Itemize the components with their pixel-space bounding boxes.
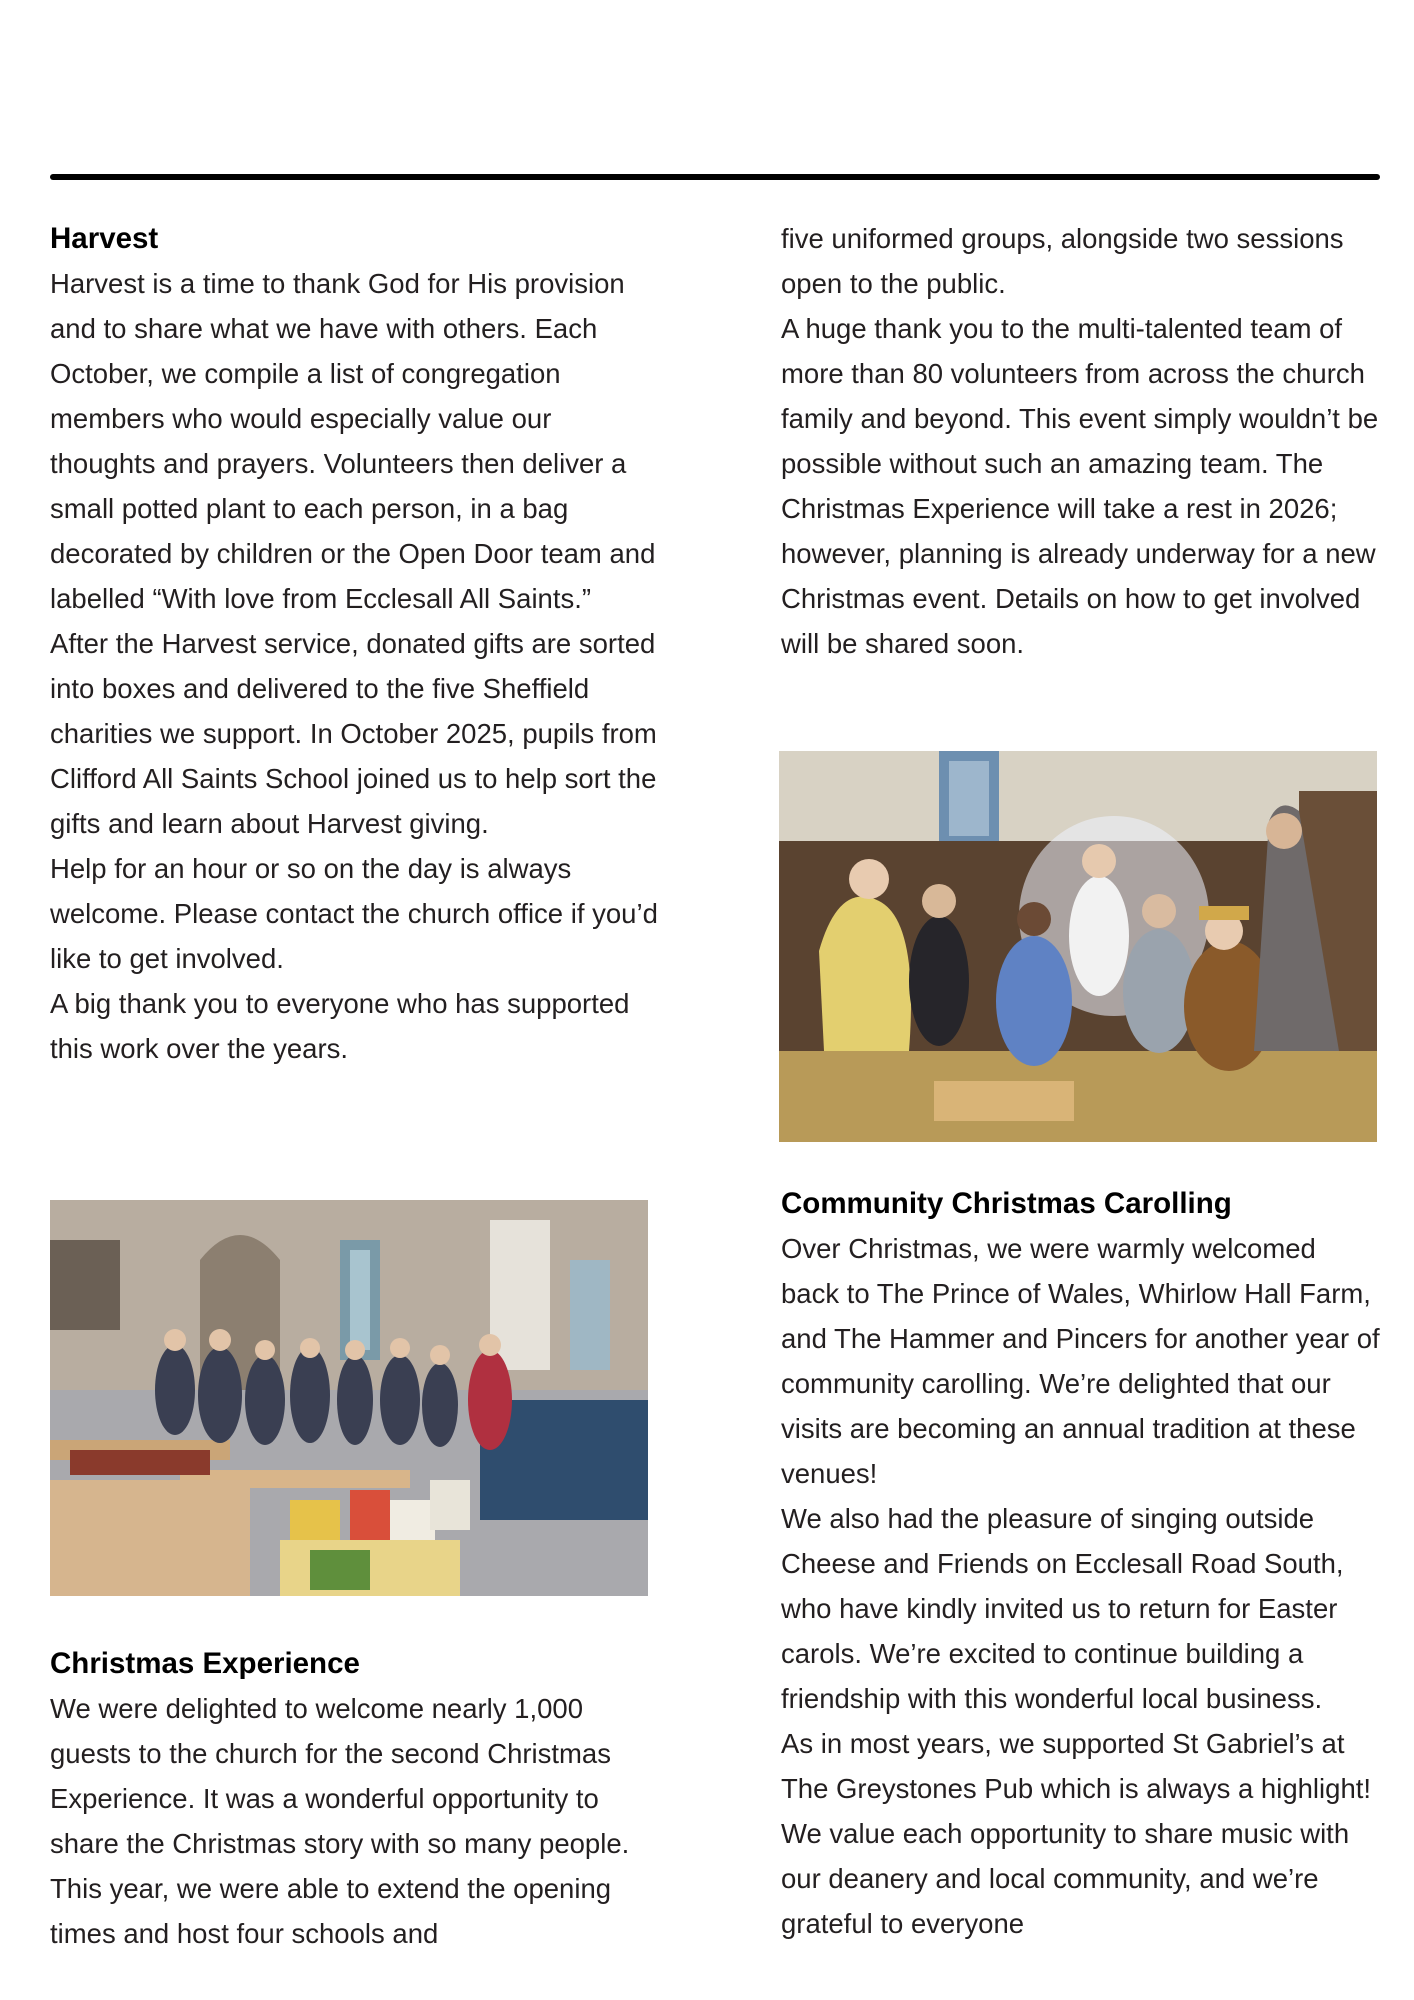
carolling-section xyxy=(781,1181,1381,1946)
christmas-experience-paragraph-1: We were delighted to welcome nearly 1,000 guests to the church for the second Christmas Experience. It was a wonderful opportunity to share the Christmas story with so many people. xyxy=(50,1693,630,1859)
harvest-heading: Harvest xyxy=(50,222,159,255)
harvest-photo xyxy=(50,1200,648,1596)
harvest-paragraph-3: Help for an hour or so on the day is always welcome. Please contact the church office if you’d like to get involved. xyxy=(50,853,658,974)
harvest-paragraph-4: A big thank you to everyone who has supported this work over the years. xyxy=(50,988,630,1064)
nativity-photo xyxy=(779,751,1377,1142)
top-rule xyxy=(50,174,1380,180)
carolling-paragraph-1: Over Christmas, we were warmly welcomed back to The Prince of Wales, Whirlow Hall Farm, and The Hammer and Pincers for another year of community carolling. We’re delighted that our visits are becoming an annual tradition at these venues! xyxy=(781,1233,1380,1489)
harvest-section xyxy=(50,216,660,1071)
christmas-experience-section xyxy=(50,1641,660,1956)
carolling-heading: Community Christmas Carolling xyxy=(781,1187,1232,1220)
carolling-paragraph-3: As in most years, we supported St Gabriel’s at The Greystones Pub which is always a highlight! We value each opportunity to share music with our deanery and local community, and we’re grateful to everyone xyxy=(781,1728,1372,1939)
christmas-experience-paragraph-2: This year, we were able to extend the opening times and host four schools and xyxy=(50,1873,612,1949)
harvest-paragraph-2: After the Harvest service, donated gifts are sorted into boxes and delivered to the five Sheffield charities we support. In October 2025, pupils from Clifford All Saints School joined us to help sort the gifts and learn about Harvest giving. xyxy=(50,628,657,839)
harvest-paragraph-1: Harvest is a time to thank God for His provision and to share what we have with others. Each October, we compile a list of congregation members who would especially value our thoughts and prayers. Volunteers then deliver a small potted plant to each person, in a bag decorated by children or the Open Door team and labelled “With love from Ecclesall All Saints.” xyxy=(50,268,656,614)
carolling-paragraph-2: We also had the pleasure of singing outside Cheese and Friends on Ecclesall Road South, who have kindly invited us to return for Easter carols. We’re excited to continue building a friendship with this wonderful local business. xyxy=(781,1503,1344,1714)
christmas-experience-continued xyxy=(781,216,1381,666)
christmas-experience-paragraph-3: five uniformed groups, alongside two sessions open to the public. xyxy=(781,223,1344,299)
christmas-experience-heading: Christmas Experience xyxy=(50,1647,360,1680)
christmas-experience-paragraph-4: A huge thank you to the multi-talented team of more than 80 volunteers from across the church family and beyond. This event simply wouldn’t be possible without such an amazing team. The Christmas Experience will take a rest in 2026; however, planning is already underway for a new Christmas event. Details on how to get involved will be shared soon. xyxy=(781,313,1379,659)
